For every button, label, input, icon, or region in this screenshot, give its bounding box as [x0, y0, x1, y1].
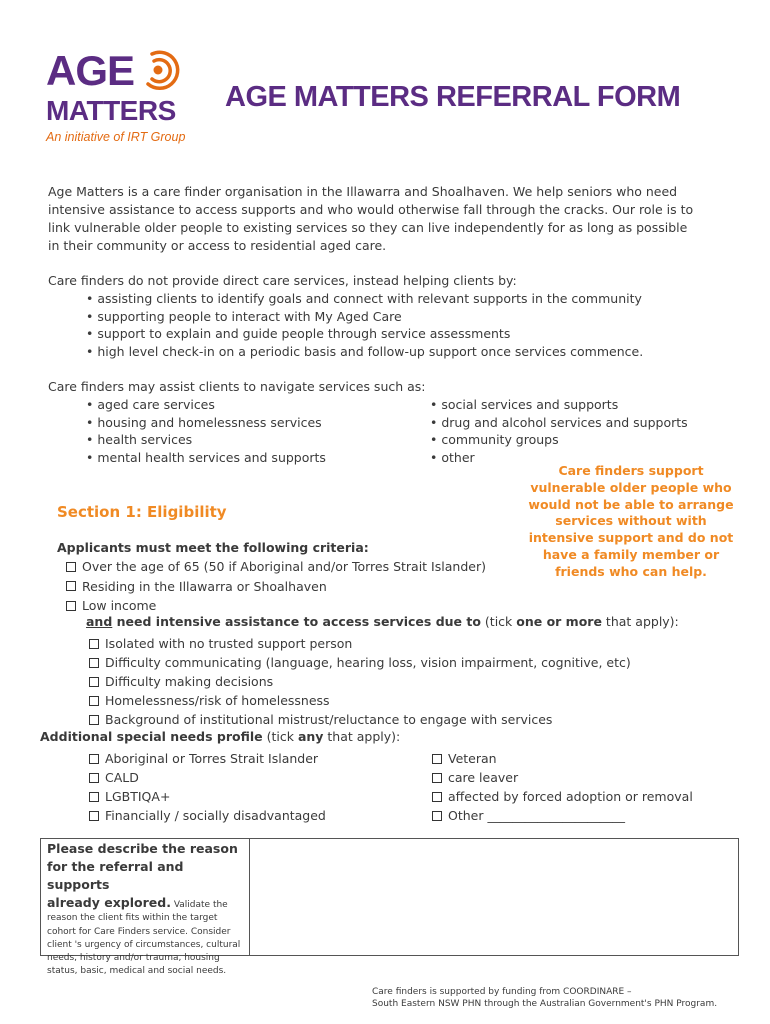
special-item-veteran[interactable] [432, 749, 693, 768]
special-needs-left [89, 749, 326, 825]
intro-line: Age Matters is a care finder organisation in the Illawarra and Shoalhaven. We help seniors who need [48, 184, 678, 199]
list-item: • community groups [430, 432, 559, 448]
reason-hint-line: cohort for Care Finders service. Consider [47, 926, 231, 937]
reason-table-divider [249, 838, 250, 956]
special-tick-pre: (tick [262, 729, 298, 744]
special-needs-right [432, 749, 693, 825]
checkbox-label: Veteran [448, 751, 497, 766]
checkbox-label: Background of institutional mistrust/reluctance to engage with services [105, 712, 553, 727]
checkbox[interactable] [432, 754, 442, 764]
list-item: • supporting people to interact with My Aged Care [86, 308, 402, 324]
navigate-list-left [86, 396, 326, 467]
special-tick-post: that apply): [323, 729, 401, 744]
checkbox-label: Difficulty communicating (language, hearing loss, vision impairment, cognitive, etc) [105, 655, 631, 670]
checkbox-label: Other ______________________ [448, 808, 625, 823]
checkbox[interactable] [432, 811, 442, 821]
reason-input-area[interactable] [251, 839, 737, 955]
list-item: • aged care services [86, 397, 215, 412]
needs-heading [86, 614, 679, 629]
reason-hint-line: reason the client fits within the target [47, 913, 218, 924]
footer-line: South Eastern NSW PHN through the Australian Government's PHN Program. [372, 999, 718, 1009]
list-item: • housing and homelessness services [86, 414, 322, 430]
special-item-cald[interactable] [89, 768, 326, 787]
need-item-decisions[interactable] [89, 672, 631, 691]
reason-hint-line: needs, history and/or trauma, housing [47, 953, 220, 964]
reason-label-line: for the referral and supports [47, 859, 184, 892]
checkbox[interactable] [89, 811, 99, 821]
special-item-forced-adoption[interactable] [432, 787, 693, 806]
reason-hint-line: client 's urgency of circumstances, cultural [47, 939, 241, 950]
tick-bold: one or more [516, 614, 602, 629]
checkbox-label: care leaver [448, 770, 519, 785]
special-item-lgbtiqa[interactable] [89, 787, 326, 806]
checkbox[interactable] [432, 792, 442, 802]
needs-list [89, 634, 631, 729]
criteria-heading: Applicants must meet the following criteria: [57, 540, 369, 555]
list-item: • high level check-in on a periodic basis and follow-up support once services commence. [86, 344, 644, 360]
checkbox-label: Residing in the Illawarra or Shoalhaven [82, 578, 327, 594]
sun-swirl-icon [138, 48, 186, 96]
reason-hint: Validate the [170, 900, 228, 910]
special-item-care-leaver[interactable] [432, 768, 693, 787]
callout-line: intensive support and do not [528, 530, 734, 546]
reason-label [47, 840, 247, 979]
logo-tagline: An initiative of IRT Group [46, 130, 186, 144]
tick-post: that apply): [601, 614, 679, 629]
special-needs-heading [40, 729, 400, 744]
checkbox[interactable] [89, 773, 99, 783]
reason-hint-line: status, basic, medical and social needs. [47, 966, 227, 977]
special-item-other[interactable] [432, 806, 693, 825]
list-item: • other [430, 450, 475, 466]
special-item-aboriginal[interactable] [89, 749, 326, 768]
callout-line: Care finders support [558, 463, 704, 478]
callout-line: services without with [555, 513, 707, 529]
special-item-disadvantaged[interactable] [89, 806, 326, 825]
logo-wordmark-matters: MATTERS [46, 95, 176, 126]
section-1-title: Section 1: Eligibility [57, 503, 227, 521]
checkbox-label: Financially / socially disadvantaged [105, 808, 326, 823]
logo-wordmark-age: AGE [46, 47, 135, 94]
checkbox[interactable] [66, 581, 76, 591]
criteria-item-residing[interactable] [66, 577, 486, 597]
page-title: AGE MATTERS REFERRAL FORM [225, 81, 681, 113]
checkbox[interactable] [89, 677, 99, 687]
checkbox[interactable] [89, 658, 99, 668]
special-tick-bold: any [297, 729, 324, 744]
checkbox-label: Aboriginal or Torres Strait Islander [105, 751, 319, 766]
intro-line: intensive assistance to access supports and who would otherwise fall through the cracks. Our role is to [48, 202, 694, 217]
care-finders-lead: Care finders do not provide direct care services, instead helping clients by: [48, 273, 517, 288]
need-text: need intensive assistance to access services due to [112, 614, 481, 629]
checkbox-label: affected by forced adoption or removal [448, 789, 693, 804]
reason-label-line: Please describe the reason [47, 841, 238, 856]
need-item-homelessness[interactable] [89, 691, 631, 710]
care-finders-list [86, 290, 643, 361]
checkbox-label: Over the age of 65 (50 if Aboriginal and/or Torres Strait Islander) [82, 559, 486, 575]
checkbox-label: Difficulty making decisions [105, 674, 274, 689]
criteria-list [66, 557, 486, 616]
intro-line: in their community or access to residential aged care. [48, 238, 387, 253]
checkbox[interactable] [89, 715, 99, 725]
tick-pre: (tick [480, 614, 517, 629]
checkbox[interactable] [66, 601, 76, 611]
checkbox-label: Low income [82, 598, 157, 614]
criteria-item-age[interactable] [66, 557, 486, 577]
navigate-lead: Care finders may assist clients to navigate services such as: [48, 379, 426, 394]
need-item-communicating[interactable] [89, 653, 631, 672]
special-heading-text: Additional special needs profile [40, 729, 263, 744]
callout-line: vulnerable older people who [530, 479, 732, 495]
list-item: • assisting clients to identify goals and connect with relevant supports in the community [86, 291, 642, 306]
checkbox-label: Isolated with no trusted support person [105, 636, 353, 651]
checkbox[interactable] [89, 792, 99, 802]
callout-line: would not be able to arrange [528, 496, 734, 512]
list-item: • social services and supports [430, 397, 619, 412]
intro-line: link vulnerable older people to existing services so they can live independently for as long as possible [48, 220, 688, 235]
checkbox[interactable] [89, 754, 99, 764]
funding-footer [372, 986, 717, 1010]
checkbox[interactable] [89, 696, 99, 706]
and-word: and [86, 614, 113, 629]
list-item: • mental health services and supports [86, 450, 326, 466]
list-item: • drug and alcohol services and supports [430, 414, 688, 430]
care-finders-callout [522, 463, 740, 581]
need-item-mistrust[interactable] [89, 710, 631, 729]
checkbox[interactable] [432, 773, 442, 783]
checkbox[interactable] [66, 562, 76, 572]
intro-paragraph [48, 183, 693, 255]
list-item: • support to explain and guide people through service assessments [86, 326, 511, 342]
checkbox-label: Homelessness/risk of homelessness [105, 693, 330, 708]
callout-line: friends who can help. [555, 563, 707, 579]
navigate-list-right [430, 396, 688, 467]
reason-label-line: already explored. [47, 895, 171, 910]
checkbox-label: LGBTIQA+ [105, 789, 171, 804]
checkbox-label: CALD [105, 770, 139, 785]
footer-line: Care finders is supported by funding from COORDINARE – [372, 987, 632, 997]
callout-line: have a family member or [542, 546, 720, 562]
criteria-item-low-income[interactable] [66, 596, 486, 616]
need-item-isolated[interactable] [89, 634, 631, 653]
list-item: • health services [86, 432, 193, 448]
checkbox[interactable] [89, 639, 99, 649]
